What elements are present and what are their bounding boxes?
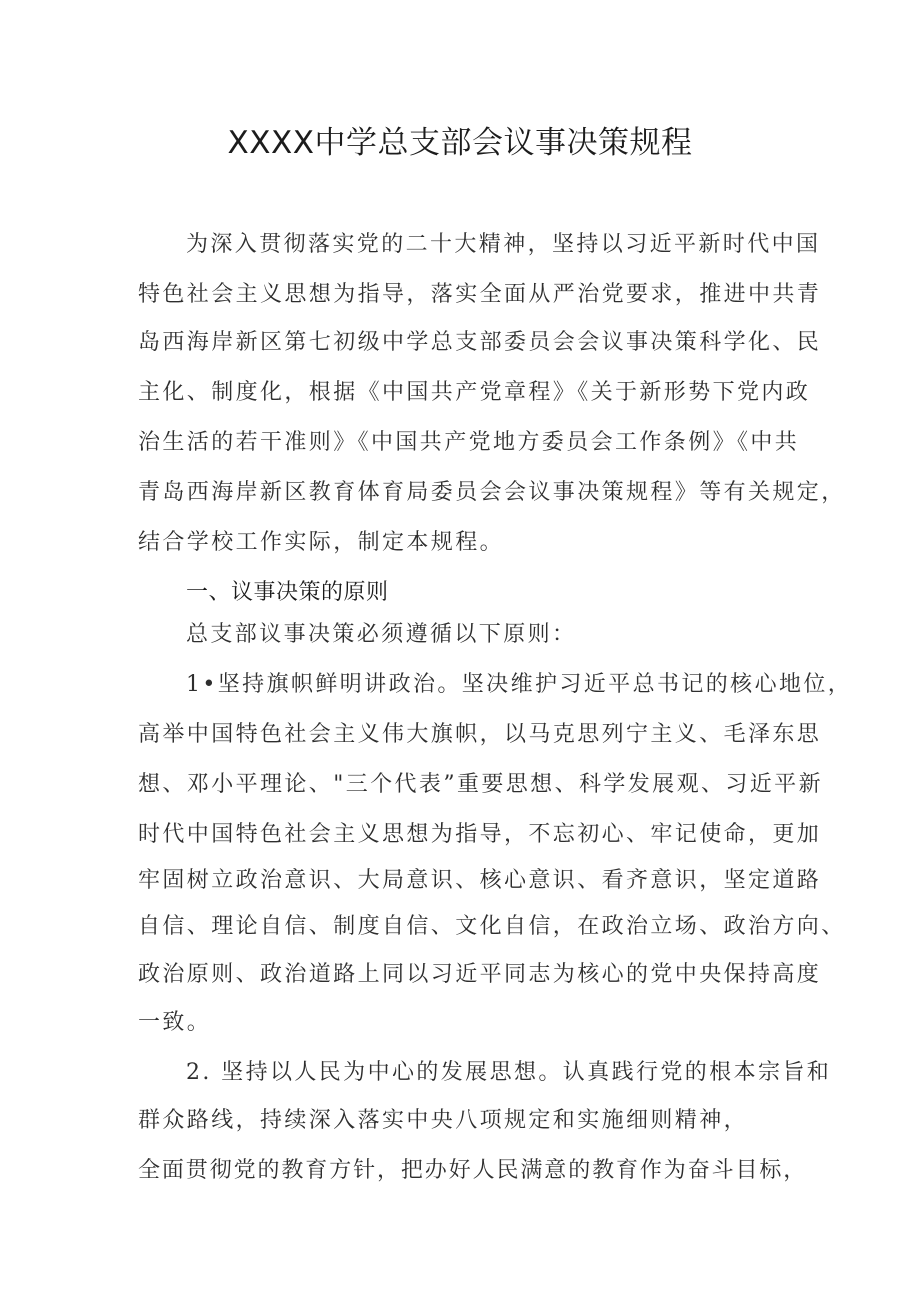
principle-line: 时代中国特色社会主义思想为指导，不忘初心、牢记使命，更加	[138, 822, 822, 847]
intro-line: 主化、制度化，根据《中国共产党章程》《关于新形势下党内政	[138, 380, 811, 405]
principle-line: 自信、理论自信、制度自信、文化自信，在政治立场、政治方向、	[138, 914, 846, 939]
principle-line: 全面贯彻党的教育方针，把办好人民满意的教育作为奋斗目标，	[138, 1158, 808, 1183]
intro-line: 特色社会主义思想为指导，落实全面从严治党要求，推进中共青	[138, 282, 822, 307]
intro-line: 结合学校工作实际，制定本规程。	[138, 530, 505, 555]
intro-line: 青岛西海岸新区教育体育局委员会会议事决策规程》等有关规定，	[138, 480, 846, 505]
section-intro: 总支部议事决策必须遵循以下原则：	[186, 622, 577, 647]
principle-line: 1•坚持旗帜鲜明讲政治。坚决维护习近平总书记的核心地位，	[186, 672, 853, 697]
intro-line: 为深入贯彻落实党的二十大精神，坚持以习近平新时代中国	[186, 232, 821, 257]
principle-line: 高举中国特色社会主义伟大旗帜，以马克思列宁主义、毛泽东思	[138, 722, 822, 747]
document-title: XXXX中学总支部会议事决策规程	[227, 125, 693, 161]
intro-line: 岛西海岸新区第七初级中学总支部委员会会议事决策科学化、民	[138, 330, 822, 355]
principle-line: 2. 坚持以人民为中心的发展思想。认真践行党的根本宗旨和	[186, 1060, 832, 1085]
principle-line: 想、邓小平理论、"三个代表”重要思想、科学发展观、习近平新	[138, 772, 823, 797]
principle-line: 一致。	[138, 1010, 212, 1035]
principle-line: 群众路线，持续深入落实中央八项规定和实施细则精神，	[138, 1108, 749, 1133]
section-heading: 一、议事决策的原则	[186, 580, 389, 605]
intro-line: 治生活的若干准则》《中国共产党地方委员会工作条例》《中共	[138, 430, 800, 455]
principle-line: 政治原则、政治道路上同以习近平同志为核心的党中央保持高度	[138, 962, 822, 987]
principle-line: 牢固树立政治意识、大局意识、核心意识、看齐意识，坚定道路	[138, 868, 822, 893]
